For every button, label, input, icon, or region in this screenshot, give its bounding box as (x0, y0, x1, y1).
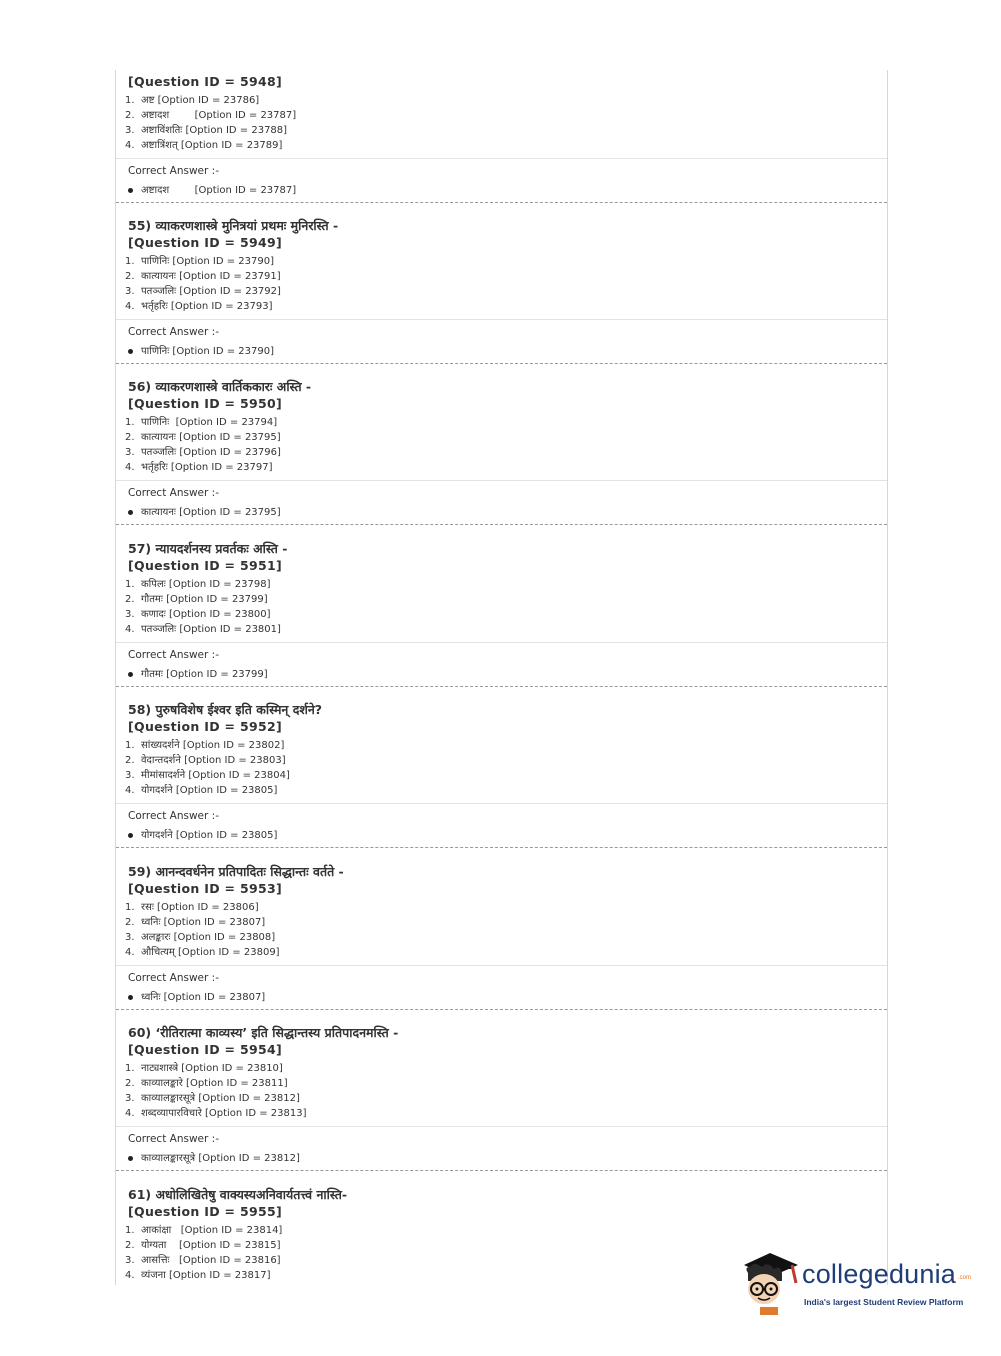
logo-suffix: .com (958, 1275, 972, 1281)
option-2: 2. कात्यायनः [Option ID = 23795] (125, 432, 281, 443)
bullet-icon (128, 188, 133, 193)
option-1: 1. कपिलः [Option ID = 23798] (125, 579, 271, 590)
correct-answer: गौतमः [Option ID = 23799] (128, 666, 268, 680)
option-4: 4. भर्तृहरिः [Option ID = 23793] (125, 301, 273, 312)
logo-tagline: India's largest Student Review Platform (804, 1297, 964, 1307)
option-2: 2. ध्वनिः [Option ID = 23807] (125, 917, 266, 928)
option-4: 4. अष्टात्रिंशत् [Option ID = 23789] (125, 140, 283, 151)
correct-answer-label: Correct Answer :- (128, 972, 219, 984)
question-separator (116, 686, 887, 687)
option-3: 3. पतञ्जलिः [Option ID = 23796] (125, 447, 281, 458)
correct-answer-label: Correct Answer :- (128, 649, 219, 661)
option-1: 1. अष्ट [Option ID = 23786] (125, 95, 260, 106)
question-separator (116, 524, 887, 525)
correct-answer: पाणिनिः [Option ID = 23790] (128, 343, 274, 357)
option-4: 4. औचित्यम् [Option ID = 23809] (125, 947, 280, 958)
question-id: [Question ID = 5948] (128, 74, 282, 89)
correct-answer-label: Correct Answer :- (128, 1133, 219, 1145)
option-3: 3. अष्टाविंशतिः [Option ID = 23788] (125, 125, 288, 136)
option-3: 3. अलङ्कारः [Option ID = 23808] (125, 932, 276, 943)
question-id: [Question ID = 5951] (128, 558, 282, 573)
question-id: [Question ID = 5954] (128, 1042, 282, 1057)
correct-answer: ध्वनिः [Option ID = 23807] (128, 989, 265, 1003)
bullet-icon (128, 1156, 133, 1161)
option-2: 2. वेदान्तदर्शने [Option ID = 23803] (125, 755, 286, 766)
option-4: 4. शब्दव्यापारविचारे [Option ID = 23813] (125, 1108, 307, 1119)
question-id: [Question ID = 5950] (128, 396, 282, 411)
question-text: 57) न्यायदर्शनस्य प्रवर्तकः अस्ति - (128, 541, 288, 556)
option-2: 2. काव्यालङ्कारे [Option ID = 23811] (125, 1078, 288, 1089)
option-2: 2. गौतमः [Option ID = 23799] (125, 594, 268, 605)
mascot-icon (740, 1247, 802, 1319)
bullet-icon (128, 349, 133, 354)
question-text: 59) आनन्दवर्धनेन प्रतिपादितः सिद्धान्तः वर्तते - (128, 864, 344, 879)
question-text: 55) व्याकरणशास्त्रे मुनित्रयां प्रथमः मुनिरस्ति - (128, 218, 339, 233)
correct-answer-label: Correct Answer :- (128, 487, 219, 499)
bullet-icon (128, 672, 133, 677)
correct-answer: काव्यालङ्कारसूत्रे [Option ID = 23812] (128, 1150, 300, 1164)
option-1: 1. पाणिनिः [Option ID = 23790] (125, 256, 274, 267)
option-4: 4. भर्तृहरिः [Option ID = 23797] (125, 462, 273, 473)
correct-answer: कात्यायनः [Option ID = 23795] (128, 504, 281, 518)
divider (116, 319, 887, 320)
option-1: 1. आकांक्षा [Option ID = 23814] (125, 1225, 283, 1236)
divider (116, 480, 887, 481)
option-3: 3. काव्यालङ्कारसूत्रे [Option ID = 23812] (125, 1093, 300, 1104)
correct-answer: योगदर्शने [Option ID = 23805] (128, 827, 277, 841)
option-3: 3. मीमांसादर्शने [Option ID = 23804] (125, 770, 290, 781)
divider (116, 158, 887, 159)
question-id: [Question ID = 5955] (128, 1204, 282, 1219)
question-separator (116, 1009, 887, 1010)
option-2: 2. योग्यता [Option ID = 23815] (125, 1240, 281, 1251)
option-4: 4. व्यंजना [Option ID = 23817] (125, 1270, 271, 1281)
divider (116, 1126, 887, 1127)
question-id: [Question ID = 5953] (128, 881, 282, 896)
option-1: 1. रसः [Option ID = 23806] (125, 902, 259, 913)
correct-answer-label: Correct Answer :- (128, 326, 219, 338)
collegedunia-logo[interactable] (740, 1245, 970, 1320)
divider (116, 642, 887, 643)
option-1: 1. नाट्यशास्त्रे [Option ID = 23810] (125, 1063, 283, 1074)
question-separator (116, 1170, 887, 1171)
logo-wordmark: collegedunia (802, 1259, 957, 1289)
question-separator (116, 847, 887, 848)
question-text: 58) पुरुषविशेष ईश्वर इति कस्मिन् दर्शने? (128, 702, 323, 717)
question-separator (116, 363, 887, 364)
question-id: [Question ID = 5949] (128, 235, 282, 250)
option-2: 2. अष्टादश [Option ID = 23787] (125, 110, 297, 121)
option-3: 3. आसत्तिः [Option ID = 23816] (125, 1255, 281, 1266)
question-text: 60) ‘रीतिरात्मा काव्यस्य’ इति सिद्धान्तस्य प्रतिपादनमस्ति - (128, 1025, 399, 1040)
option-2: 2. कात्यायनः [Option ID = 23791] (125, 271, 281, 282)
bullet-icon (128, 833, 133, 838)
divider (116, 803, 887, 804)
correct-answer-label: Correct Answer :- (128, 165, 219, 177)
option-1: 1. सांख्यदर्शने [Option ID = 23802] (125, 740, 285, 751)
bullet-icon (128, 510, 133, 515)
question-separator (116, 202, 887, 203)
divider (116, 965, 887, 966)
option-3: 3. कणादः [Option ID = 23800] (125, 609, 271, 620)
question-text: 56) व्याकरणशास्त्रे वार्तिककारः अस्ति - (128, 379, 312, 394)
question-paper-page (115, 70, 888, 1285)
question-id: [Question ID = 5952] (128, 719, 282, 734)
option-3: 3. पतञ्जलिः [Option ID = 23792] (125, 286, 281, 297)
bullet-icon (128, 995, 133, 1000)
option-4: 4. पतञ्जलिः [Option ID = 23801] (125, 624, 281, 635)
option-1: 1. पाणिनिः [Option ID = 23794] (125, 417, 278, 428)
correct-answer-label: Correct Answer :- (128, 810, 219, 822)
question-text: 61) अधोलिखितेषु वाक्यस्यअनिवार्यतत्त्वं नास्ति- (128, 1187, 348, 1202)
option-4: 4. योगदर्शने [Option ID = 23805] (125, 785, 278, 796)
correct-answer: अष्टादश [Option ID = 23787] (128, 182, 296, 196)
